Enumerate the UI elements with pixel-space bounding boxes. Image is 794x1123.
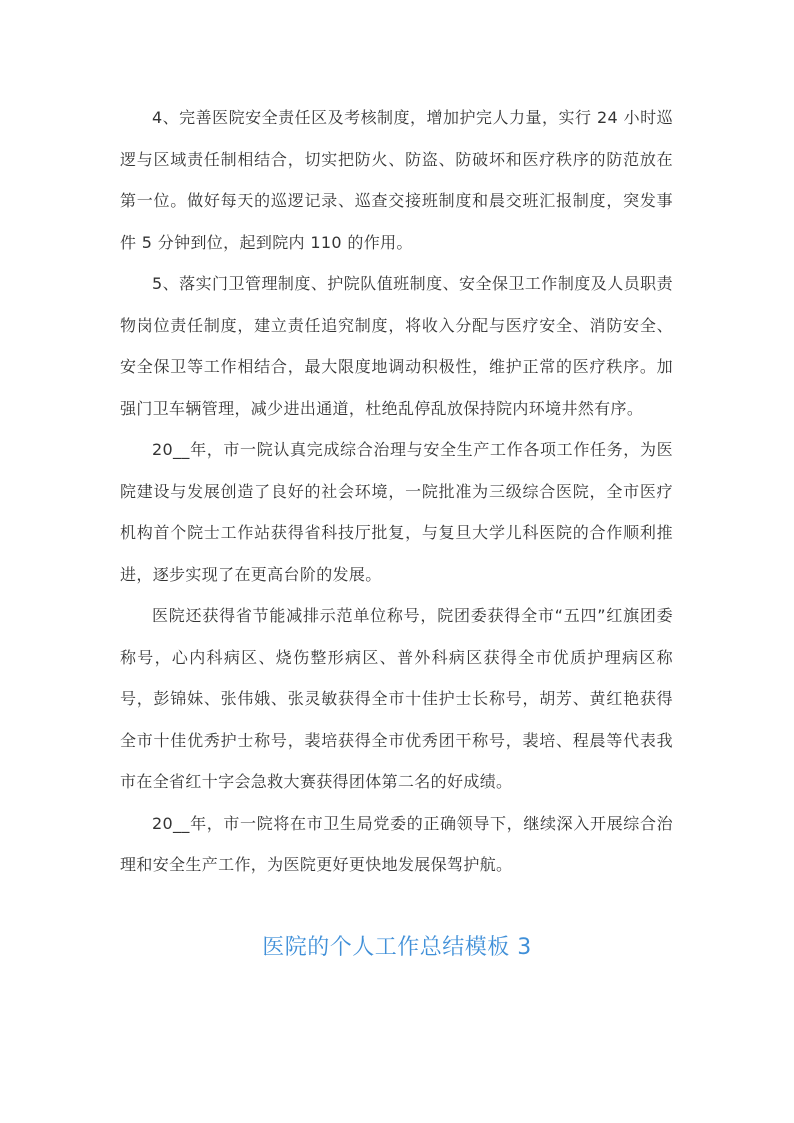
- section-heading: 医院的个人工作总结模板 3: [262, 935, 532, 960]
- paragraph-item-5: 5、落实门卫管理制度、护院队值班制度、安全保卫工作制度及人员职责物岗位责任制度，建立责任追究制度，将收入分配与医疗安全、消防安全、安全保卫等工作相结合，最大限度地调动积极性，维护正常的医疗秩序。加强门卫车辆管理，减少进出通道，杜绝乱停乱放保持院内环境井然有序。: [120, 274, 673, 418]
- paragraph-outlook: 20__年，市一院将在市卫生局党委的正确领导下，继续深入开展综合治理和安全生产工作，为医院更好更快地发展保驾护航。: [120, 813, 673, 874]
- paragraph-item-4: 4、完善医院安全责任区及考核制度，增加护完人力量，实行 24 小时巡逻与区域责任制相结合，切实把防火、防盗、防破坏和医疗秩序的防范放在第一位。做好每天的巡逻记录、巡查交接班制度和晨交班汇报制度，突发事件 5 分钟到位，起到院内 110 的作用。: [120, 108, 673, 252]
- paragraph-honors: 医院还获得省节能减排示范单位称号，院团委获得全市“五四”红旗团委称号，心内科病区、烧伤整形病区、普外科病区获得全市优质护理病区称号，彭锦妹、张伟娥、张灵敏获得全市十佳护士长称号，胡芳、黄红艳获得全市十佳优秀护士称号，裴培获得全市优秀团干称号，裴培、程晨等代表我市在全省红十字会急救大赛获得团体第二名的好成绩。: [120, 606, 673, 791]
- paragraph-summary: 20__年，市一院认真完成综合治理与安全生产工作各项工作任务，为医院建设与发展创造了良好的社会环境，一院批准为三级综合医院，全市医疗机构首个院士工作站获得省科技厅批复，与复旦大学儿科医院的合作顺利推进，逐步实现了在更高台阶的发展。: [120, 440, 673, 584]
- document-body: [120, 97, 673, 886]
